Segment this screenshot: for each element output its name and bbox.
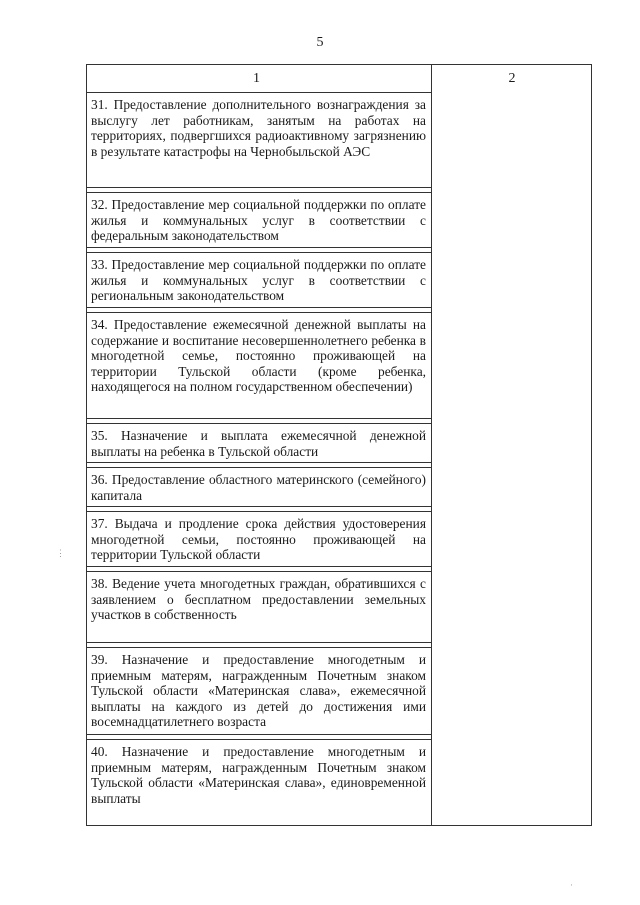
row-40-text: 40. Назначение и предоставление многодетным и приемным матерям, награжденным Почетным знаком Тульской области «Материнская слава», единовременной выплаты bbox=[91, 744, 426, 806]
table-row bbox=[86, 511, 431, 567]
table-row bbox=[86, 467, 431, 507]
scan-speck: · bbox=[570, 880, 573, 890]
page-number: 5 bbox=[316, 35, 324, 50]
table-row bbox=[86, 739, 431, 821]
row-38-text: 38. Ведение учета многодетных граждан, обратившихся с заявлением о бесплатном предоставлении земельных участков в собственность bbox=[91, 576, 426, 623]
table-col-2-frame bbox=[431, 64, 592, 826]
row-35-text: 35. Назначение и выплата ежемесячной денежной выплаты на ребенка в Тульской области bbox=[91, 428, 426, 459]
row-37-text: 37. Выдача и продление срока действия удостоверения многодетной семьи, постоянно проживающей на территории Тульской области bbox=[91, 516, 426, 563]
row-34-text: 34. Предоставление ежемесячной денежной выплаты на содержание и воспитание несовершеннолетнего ребенка в многодетной семье, постоянно проживающей на территории Тульской области (кроме ребенка, находящегося на полном государственном обеспечении) bbox=[91, 317, 426, 395]
row-36-text: 36. Предоставление областного материнского (семейного) капитала bbox=[91, 472, 426, 503]
row-33-text: 33. Предоставление мер социальной поддержки по оплате жилья и коммунальных услуг в соответствии с региональным законодательством bbox=[91, 257, 426, 304]
row-32-text: 32. Предоставление мер социальной поддержки по оплате жилья и коммунальных услуг в соответствии с федеральным законодательством bbox=[91, 197, 426, 244]
row-39-text: 39. Назначение и предоставление многодетным и приемным матерям, награжденным Почетным знаком Тульской области «Материнская слава», ежемесячной выплаты на каждого из детей до достижения ими восемнадцатилетнего возраста bbox=[91, 652, 426, 730]
row-31-text: 31. Предоставление дополнительного вознаграждения за выслугу лет работникам, занятым на работах на территориях, подвергшихся радиоактивному загрязнению в результате катастрофы на Чернобыльской АЭС bbox=[91, 97, 426, 159]
table-row bbox=[86, 93, 431, 188]
table-row bbox=[86, 312, 431, 419]
table-row bbox=[86, 647, 431, 735]
scan-speck: ⋮ bbox=[56, 548, 65, 558]
table-row bbox=[86, 192, 431, 248]
table-header-col-1: 1 bbox=[253, 71, 260, 86]
table-row bbox=[86, 423, 431, 463]
table-header-col-2: 2 bbox=[508, 71, 516, 86]
table-row bbox=[86, 571, 431, 643]
table-body bbox=[86, 93, 431, 821]
table-row bbox=[86, 252, 431, 308]
